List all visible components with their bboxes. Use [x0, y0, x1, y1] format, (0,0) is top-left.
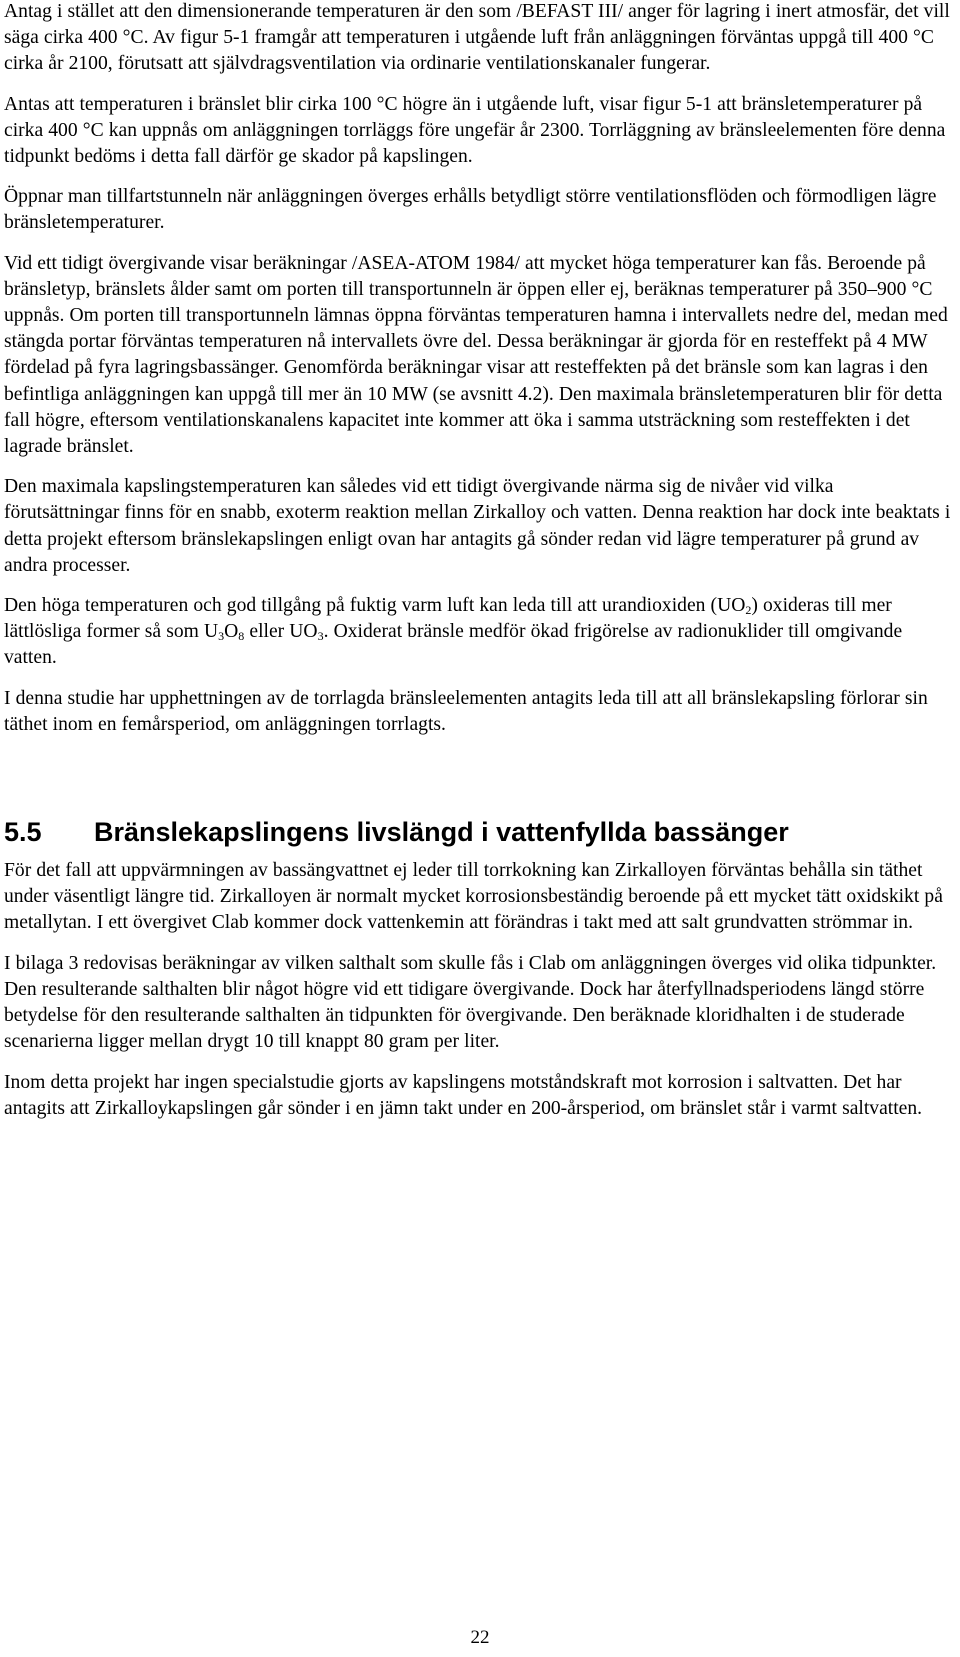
paragraph-fuel-temperature: Antas att temperaturen i bränslet blir cirka 100 °C högre än i utgående luft, visar figur 5-1 att bränsletemperaturer på cirka 400 °C kan uppnås om anläggningen torrläggs före ungefär år 2300. Torrläggning av bränsleelementen före denna tidpunkt bedöms i detta fall därför ge skador på kapslingen. — [4, 93, 946, 168]
oxide-subscript-4: 3 — [317, 629, 324, 644]
oxide-text-4: eller UO — [244, 621, 318, 643]
section-paragraph-salinity: I bilaga 3 redovisas beräkningar av vilken salthalt som skulle fås i Clab om anläggningen överges vid olika tidpunkter. Den resulterande salthalten blir något högre vid ett tidigare övergivande. Dock har återfyllnadsperiodens längd större betydelse för den resulterande salthalten än tidpunkten för övergivande. Den beräknade kloridhalten i de studerade scenarierna ligger mellan drygt 10 till knappt 80 gram per liter. — [4, 952, 937, 1053]
section-title: Bränslekapslingens livslängd i vattenfyllda bassänger — [94, 817, 789, 848]
oxide-subscript-3: 8 — [238, 629, 245, 644]
section-paragraph-zircalloy: För det fall att uppvärmningen av bassängvattnet ej leder till torrkokning kan Zirkalloyen förväntas behålla sin täthet under väsentligt längre tid. Zirkalloyen är normalt mycket korrosionsbeständig beroende på ett mycket tätt oxidskikt på metallytan. I ett övergivet Clab kommer dock vattenkemin att förändras i takt med att salt grundvatten strömmar in. — [4, 860, 943, 934]
page-number: 22 — [470, 1627, 490, 1648]
section-heading — [4, 816, 952, 848]
paragraph-access-tunnel: Öppnar man tillfartstunneln när anläggningen överges erhålls betydligt större ventilationsflöden och förmodligen lägre bränsletemperaturer. — [4, 186, 937, 234]
section-paragraph-corrosion: Inom detta projekt har ingen specialstudie gjorts av kapslingens motståndskraft mot korrosion i saltvatten. Det har antagits att Zirkalloykapslingen går sönder i en jämn takt under en 200-årsperiod, om bränslet står i varmt saltvatten. — [4, 1071, 923, 1119]
paragraph-early-abandonment: Vid ett tidigt övergivande visar beräkningar /ASEA-ATOM 1984/ att mycket höga temperaturer kan fås. Beroende på bränsletyp, bränslets ålder samt om porten till transportunneln är öppen eller ej, beräknas temperaturer på 350–900 °C uppnås. Om porten till transportunneln lämnas öppna förväntas temperaturen hamna i intervallets nedre del, medan med stängda portar förväntas temperaturen nå intervallets övre del. Dessa beräkningar är gjorda för en resteffekt på 4 MW fördelad på fyra lagringsbassänger. Genomförda beräkningar visar att resteffekten på det bränsle som kan lagras i den befintliga anläggningen kan uppgå till mer än 10 MW (se avsnitt 4.2). Den maximala bränsletemperaturen blir för detta fall högre, eftersom ventilationskanalens kapacitet inte kommer att öka i samma utsträckning som resteffekten i det lagrade bränslet. — [4, 252, 948, 458]
oxide-text-3: O — [224, 621, 239, 643]
oxide-text-1: Den höga temperaturen och god tillgång på fuktig varm luft kan leda till att urandioxiden (UO — [4, 595, 746, 617]
section-number: 5.5 — [4, 817, 42, 848]
paragraph-befast: Antag i stället att den dimensionerande temperaturen är den som /BEFAST III/ anger för lagring i inert atmosfär, det vill säga cirka 400 °C. Av figur 5-1 framgår att temperaturen i utgående luft från anläggningen förväntas uppgå till 400 °C cirka år 2100, förutsatt att självdragsventilation via ordinarie ventilationskanaler fungerar. — [4, 1, 950, 75]
paragraph-five-year-period: I denna studie har upphettningen av de torrlagda bränsleelementen antagits leda till att all bränslekapsling förlorar sin täthet inom en femårsperiod, om anläggningen torrlagts. — [4, 687, 928, 735]
document-page — [4, 0, 952, 1122]
oxide-subscript-1: 2 — [745, 603, 752, 618]
oxide-text-5: . Oxiderat bränsle medför ökad frigörelse av radionuklider till omgivande vatten. — [4, 621, 903, 669]
oxide-text-2: ) oxideras till mer lättlösliga former så som U — [4, 595, 892, 643]
oxide-subscript-2: 3 — [218, 629, 225, 644]
paragraph-cladding-temperature: Den maximala kapslingstemperaturen kan således vid ett tidigt övergivande närma sig de nivåer vid vilka förutsättningar finns för en snabb, exoterm reaktion mellan Zirkalloy och vatten. Denna reaktion har dock inte beaktats i detta projekt eftersom bränslekapslingen enligt ovan har antagits gå sönder redan vid lägre temperaturer på grund av andra processer. — [4, 476, 951, 576]
paragraph-uranium-oxidation — [4, 593, 952, 672]
